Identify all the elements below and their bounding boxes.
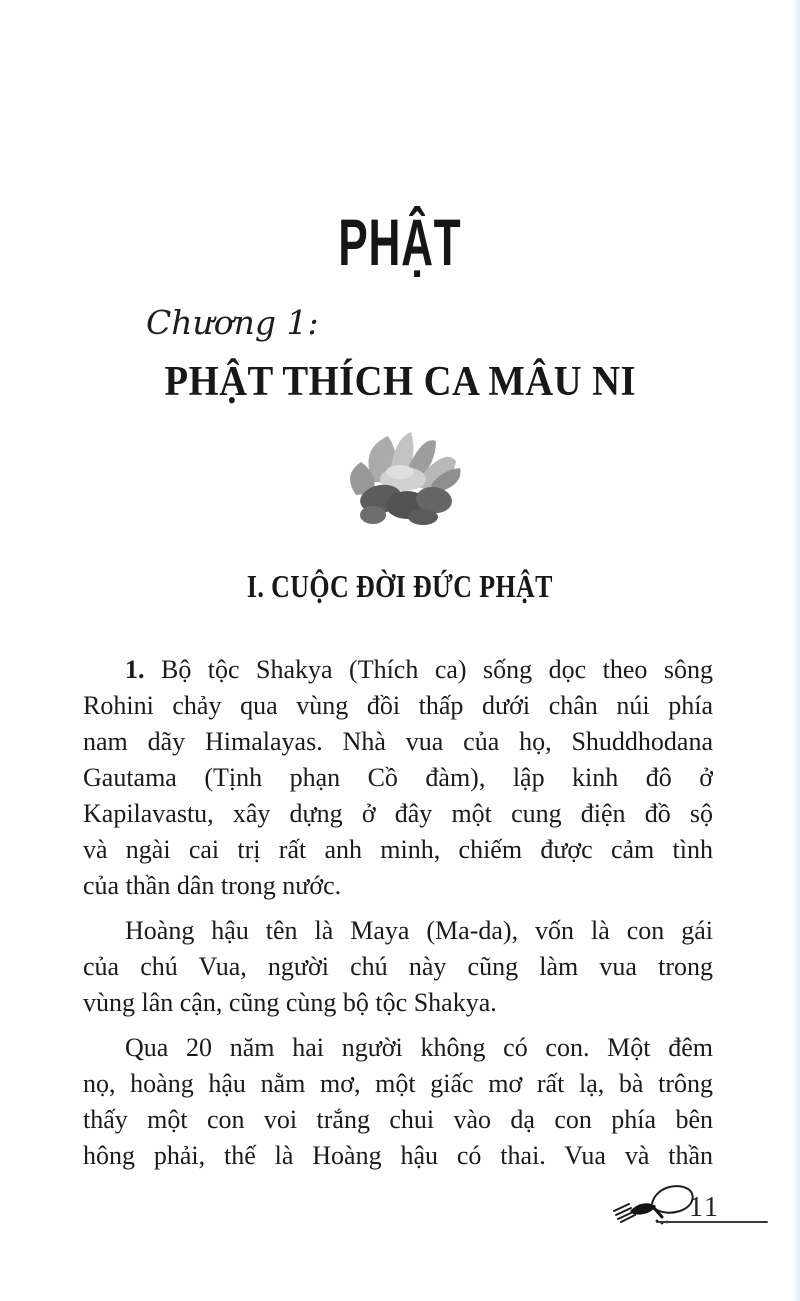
- book-title-row: [0, 202, 800, 282]
- paragraph: [83, 1030, 713, 1174]
- bird-flourish-icon: [612, 1184, 696, 1226]
- text-line: của thần dân trong nước.: [83, 871, 342, 900]
- text-line: vùng lân cận, cũng cùng bộ tộc Shakya.: [83, 988, 497, 1017]
- text-line: hông phải, thế là Hoàng hậu có thai. Vua và thần: [83, 1141, 713, 1170]
- paragraph: [83, 652, 713, 904]
- chapter-title: PHẬT THÍCH CA MÂU NI: [164, 359, 636, 405]
- text-line: Qua 20 năm hai người không có con. Một đêm: [125, 1033, 713, 1062]
- text-line: nọ, hoàng hậu nằm mơ, một giấc mơ rất lạ, bà trông: [83, 1069, 713, 1098]
- text-line: 1. Bộ tộc Shakya (Thích ca) sống dọc theo sông: [125, 655, 713, 684]
- text-line: Rohini chảy qua vùng đồi thấp dưới chân núi phía: [83, 691, 713, 720]
- page-number: 11: [689, 1192, 720, 1223]
- lotus-flower-icon: [343, 427, 467, 527]
- chapter-title-row: [0, 356, 800, 408]
- section-heading: I. CUỘC ĐỜI ĐỨC PHẬT: [247, 568, 553, 604]
- text-line: thấy một con voi trắng chui vào dạ con phía bên: [83, 1105, 713, 1134]
- text-line: và ngài cai trị rất anh minh, chiếm được cảm tình: [83, 835, 713, 864]
- scan-edge-tint: [793, 0, 800, 1301]
- body-text: [83, 652, 713, 1174]
- text-line: nam dãy Himalayas. Nhà vua của họ, Shuddhodana: [83, 727, 713, 756]
- book-title: PHẬT: [338, 205, 462, 279]
- chapter-label: Chương 1:: [146, 303, 319, 342]
- paragraph-number: 1.: [125, 655, 145, 684]
- text-line: của chú Vua, người chú này cũng làm vua trong: [83, 952, 713, 981]
- paragraph: [83, 913, 713, 1021]
- text-line: Kapilavastu, xây dựng ở đây một cung điện đồ sộ: [83, 799, 713, 828]
- section-heading-row: [0, 566, 800, 606]
- text-line: Gautama (Tịnh phạn Cồ đàm), lập kinh đô ở: [83, 763, 713, 792]
- text-line: Hoàng hậu tên là Maya (Ma-da), vốn là con gái: [125, 916, 713, 945]
